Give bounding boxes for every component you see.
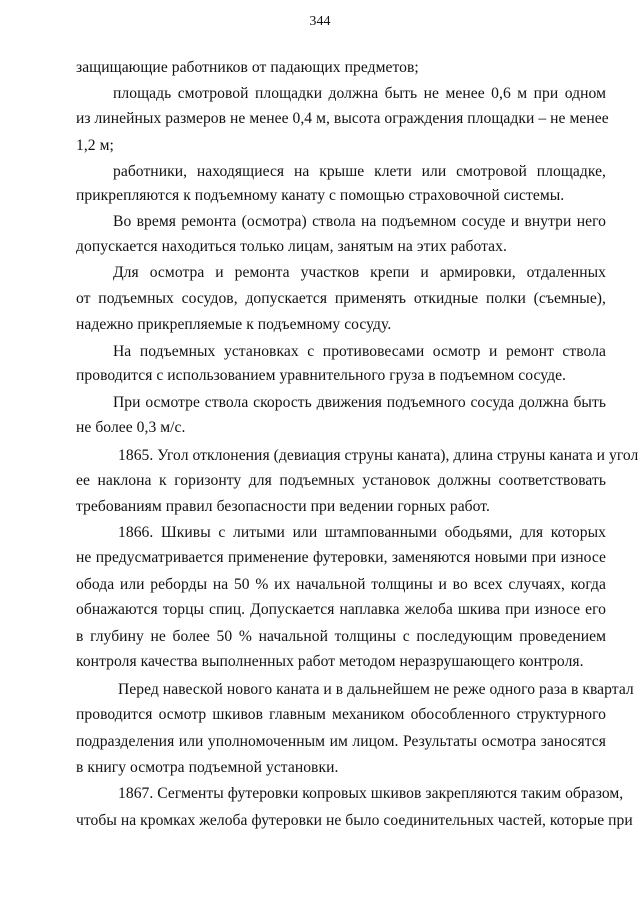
text-line: проводится осмотр шкивов главным механиком обособленного структурного bbox=[76, 706, 606, 723]
text-line: не более 0,3 м/с. bbox=[76, 419, 186, 436]
text-line: требованиям правил безопасности при ведении горных работ. bbox=[76, 498, 490, 515]
text-line: 1865. Угол отклонения (девиация струны каната), длина струны каната и угол bbox=[118, 447, 639, 464]
text-line: Перед навеской нового каната и в дальнейшем не реже одного раза в квартал bbox=[118, 681, 634, 698]
text-line: Для осмотра и ремонта участков крепи и армировки, отдаленных bbox=[113, 264, 606, 281]
text-line: от подъемных сосудов, допускается применять откидные полки (съемные), bbox=[76, 290, 606, 307]
text-line: При осмотре ствола скорость движения подъемного сосуда должна быть bbox=[113, 394, 606, 411]
text-line: проводится с использованием уравнительного груза в подъемном сосуде. bbox=[76, 367, 567, 384]
text-line: обода или реборды на 50 % их начальной толщины и во всех случаях, когда bbox=[76, 576, 606, 593]
text-line: площадь смотровой площадки должна быть не менее 0,6 м при одном bbox=[113, 85, 606, 102]
text-line: ее наклона к горизонту для подъемных установок должны соответствовать bbox=[76, 472, 606, 489]
text-line: чтобы на кромках желоба футеровки не было соединительных частей, которые при bbox=[76, 812, 633, 829]
text-line: На подъемных установках с противовесами осмотр и ремонт ствола bbox=[113, 343, 606, 360]
text-line: из линейных размеров не менее 0,4 м, высота ограждения площадки – не менее bbox=[76, 110, 609, 127]
text-line: подразделения или уполномоченным им лицом. Результаты осмотра заносятся bbox=[76, 733, 606, 750]
text-line: обнажаются торцы спиц. Допускается наплавка желоба шкива при износе его bbox=[76, 601, 606, 618]
text-line: работники, находящиеся на крыше клети или смотровой площадке, bbox=[113, 163, 606, 180]
page-number: 344 bbox=[309, 14, 331, 29]
text-line: контроля качества выполненных работ методом неразрушающего контроля. bbox=[76, 653, 584, 670]
text-line: не предусматривается применение футеровки, заменяются новыми при износе bbox=[76, 549, 606, 566]
text-line: прикрепляются к подъемному канату с помощью страховочной системы. bbox=[76, 187, 565, 204]
text-line: защищающие работников от падающих предметов; bbox=[76, 59, 419, 76]
text-line: 1867. Сегменты футеровки копровых шкивов закрепляются таким образом, bbox=[118, 785, 624, 802]
text-line: допускается находиться только лицам, занятым на этих работах. bbox=[76, 238, 507, 255]
text-line: Во время ремонта (осмотра) ствола на подъемном сосуде и внутри него bbox=[113, 213, 606, 230]
text-line: 1,2 м; bbox=[76, 137, 114, 154]
text-line: надежно прикрепляемые к подъемному сосуду. bbox=[76, 316, 392, 333]
text-line: 1866. Шкивы с литыми или штампованными ободьями, для которых bbox=[118, 524, 606, 541]
text-line: в книгу осмотра подъемной установки. bbox=[76, 759, 339, 776]
text-line: в глубину не более 50 % начальной толщины с последующим проведением bbox=[76, 628, 606, 645]
